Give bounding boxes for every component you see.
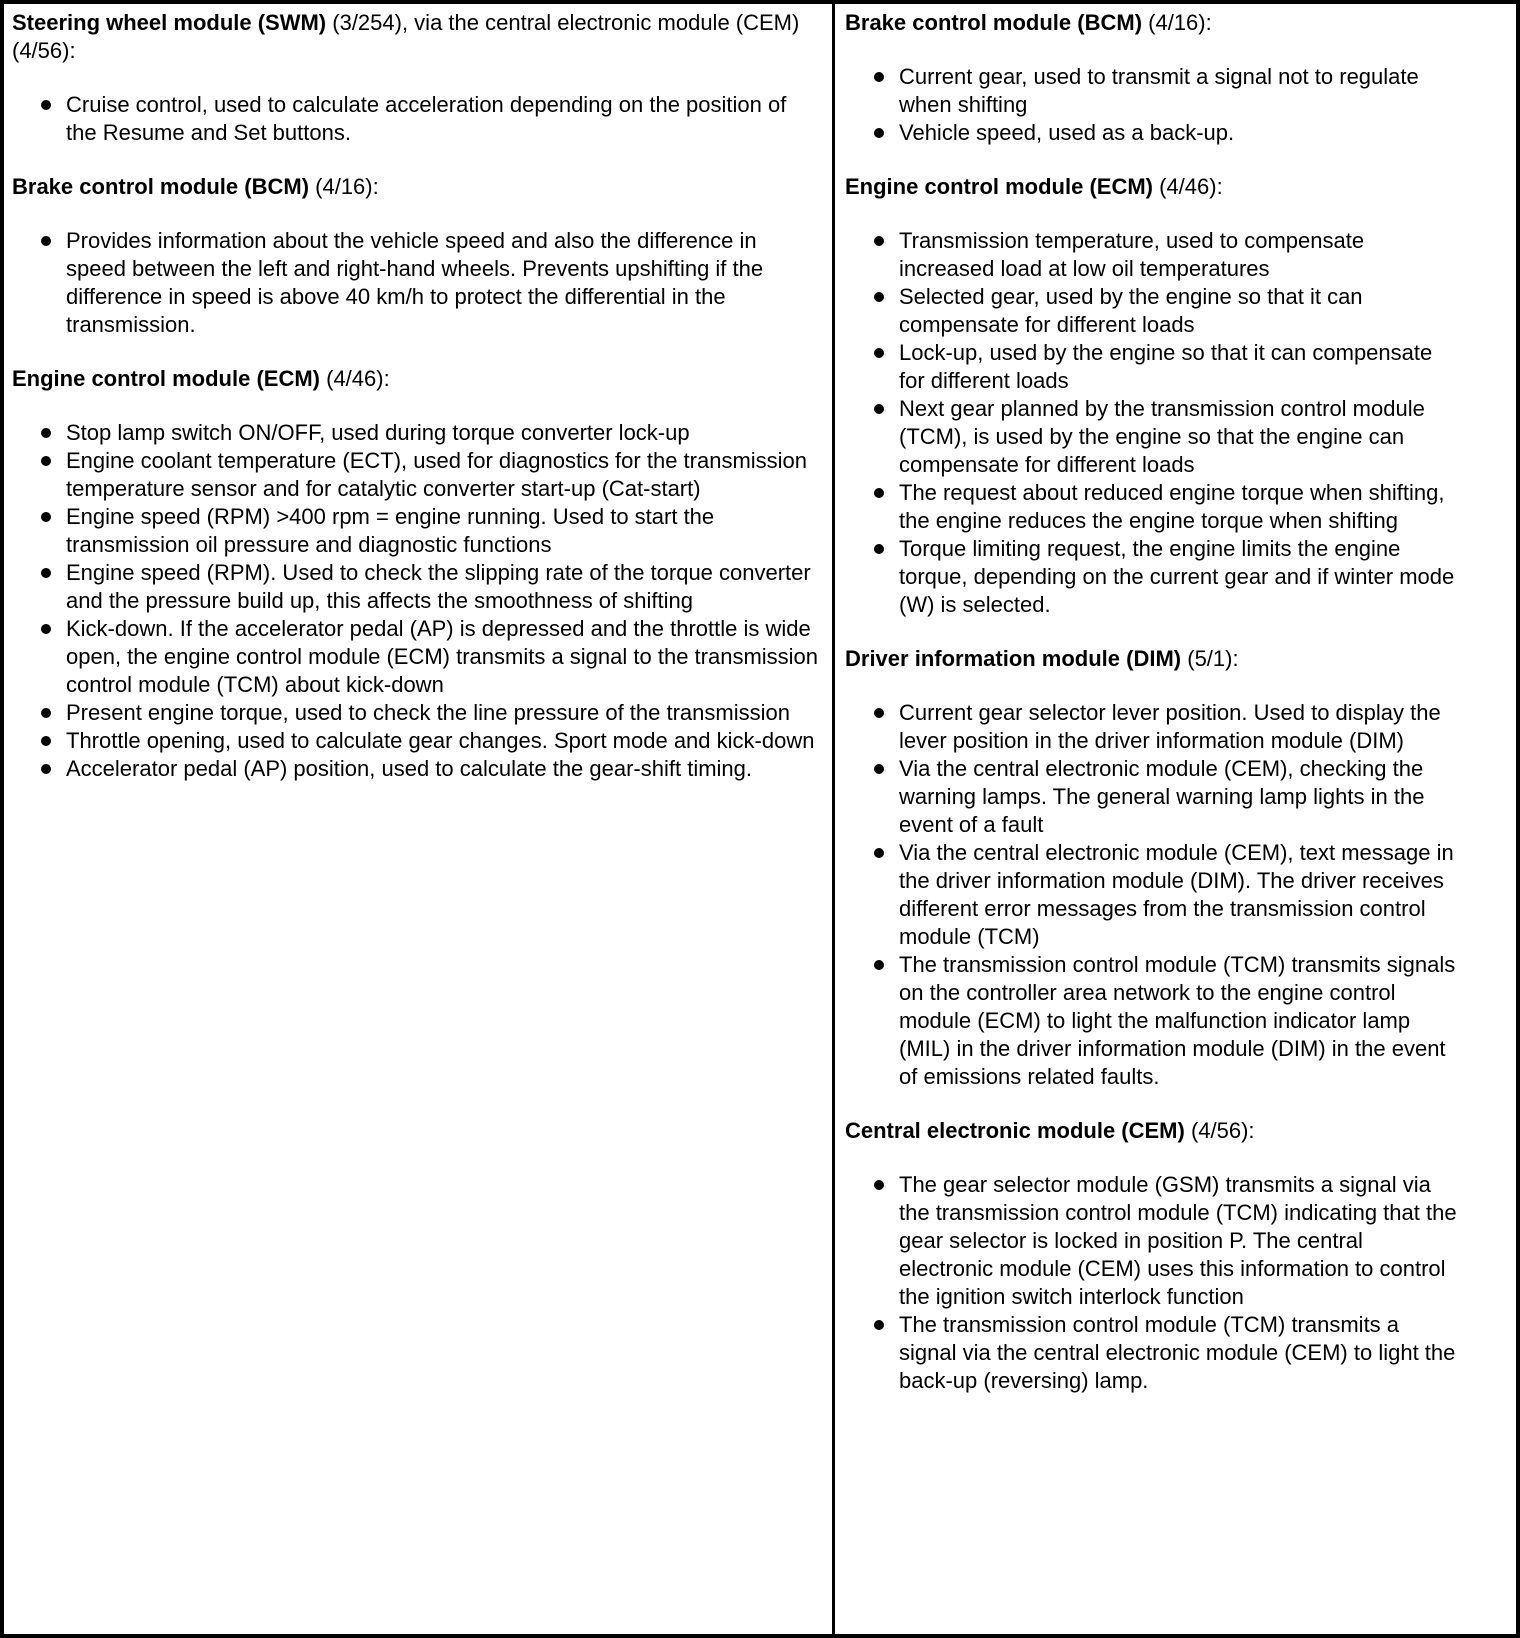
bullet-list [845, 699, 1458, 1091]
bullet-item: Engine speed (RPM) >400 rpm = engine running. Used to start the transmission oil pressure and diagnostic functions [66, 503, 820, 559]
section-heading-module-name: Central electronic module (CEM) [845, 1118, 1185, 1143]
bullet-item: Provides information about the vehicle speed and also the difference in speed between the left and right-hand wheels. Prevents upshifting if the difference in speed is above 40 km/h to protect the differential in the transmission. [66, 227, 820, 339]
bullet-item: Current gear selector lever position. Used to display the lever position in the driver information module (DIM) [899, 699, 1458, 755]
bullet-item: Stop lamp switch ON/OFF, used during torque converter lock-up [66, 419, 820, 447]
left-column [4, 4, 835, 1634]
bullet-item: Selected gear, used by the engine so that it can compensate for different loads [899, 283, 1458, 339]
bullet-item: The transmission control module (TCM) transmits signals on the controller area network to the engine control module (ECM) to light the malfunction indicator lamp (MIL) in the driver information module (DIM) in the event of emissions related faults. [899, 951, 1458, 1091]
bullet-item: Cruise control, used to calculate acceleration depending on the position of the Resume and Set buttons. [66, 91, 820, 147]
bullet-list [845, 227, 1458, 619]
section-heading-reference: (5/1): [1181, 646, 1239, 671]
section-heading-module-name: Brake control module (BCM) [845, 10, 1143, 35]
section-heading [12, 365, 820, 393]
section-heading [12, 173, 820, 201]
right-column [835, 4, 1516, 1634]
section-heading-reference: (4/16): [1142, 10, 1212, 35]
bullet-item: Engine speed (RPM). Used to check the slipping rate of the torque converter and the pressure build up, this affects the smoothness of shifting [66, 559, 820, 615]
bullet-item: The gear selector module (GSM) transmits a signal via the transmission control module (TCM) indicating that the gear selector is locked in position P. The central electronic module (CEM) uses this information to control the ignition switch interlock function [899, 1172, 1457, 1309]
bullet-item: Accelerator pedal (AP) position, used to calculate the gear-shift timing. [66, 755, 820, 783]
bullet-list [845, 63, 1458, 147]
section-heading [845, 645, 1458, 673]
bullet-list [12, 227, 820, 339]
section-heading-module-name: Driver information module (DIM) [845, 646, 1182, 671]
section-heading-module-name: Engine control module (ECM) [12, 366, 320, 391]
bullet-item: Via the central electronic module (CEM), text message in the driver information module (DIM). The driver receives different error messages from the transmission control module (TCM) [899, 839, 1458, 951]
bullet-item: Transmission temperature, used to compensate increased load at low oil temperatures [899, 227, 1458, 283]
bullet-item: Next gear planned by the transmission control module (TCM), is used by the engine so that the engine can compensate for different loads [899, 395, 1458, 479]
section-heading-module-name: Brake control module (BCM) [12, 174, 310, 199]
bullet-item: Current gear, used to transmit a signal not to regulate when shifting [899, 63, 1458, 119]
bullet-list [845, 1171, 1458, 1395]
section-heading-reference: (4/56): [1184, 1118, 1255, 1143]
bullet-list [12, 91, 820, 147]
section-heading-reference: (4/46): [1153, 174, 1223, 199]
bullet-item: Via the central electronic module (CEM), checking the warning lamps. The general warning lamp lights in the event of a fault [899, 755, 1458, 839]
section-heading-reference: (4/46): [320, 366, 390, 391]
bullet-item: Torque limiting request, the engine limits the engine torque, depending on the current gear and if winter mode (W) is selected. [899, 535, 1458, 619]
section-heading [845, 173, 1458, 201]
bullet-item: Engine coolant temperature (ECT), used for diagnostics for the transmission temperature sensor and for catalytic converter start-up (Cat-start) [66, 447, 820, 503]
bullet-item: The request about reduced engine torque when shifting, the engine reduces the engine torque when shifting [899, 479, 1458, 535]
bullet-item: Lock-up, used by the engine so that it can compensate for different loads [899, 339, 1458, 395]
bullet-list [12, 419, 820, 783]
bullet-item: The transmission control module (TCM) transmits a signal via the central electronic module (CEM) to light the back-up (reversing) lamp. [899, 1311, 1458, 1395]
section-heading [845, 9, 1458, 37]
section-heading-reference: (3/254), via the central electronic module (CEM) (4/56): [12, 10, 800, 63]
bullet-item: Vehicle speed, used as a back-up. [899, 119, 1458, 147]
section-heading-reference: (4/16): [309, 174, 379, 199]
bullet-item: Present engine torque, used to check the line pressure of the transmission [66, 699, 820, 727]
section-heading [12, 9, 820, 65]
section-heading [845, 1117, 1458, 1145]
section-heading-module-name: Steering wheel module (SWM) [12, 10, 327, 35]
bullet-item: Kick-down. If the accelerator pedal (AP) is depressed and the throttle is wide open, the engine control module (ECM) transmits a signal to the transmission control module (TCM) about kick-down [66, 616, 819, 697]
section-heading-module-name: Engine control module (ECM) [845, 174, 1153, 199]
bullet-item: Throttle opening, used to calculate gear changes. Sport mode and kick-down [66, 727, 820, 755]
